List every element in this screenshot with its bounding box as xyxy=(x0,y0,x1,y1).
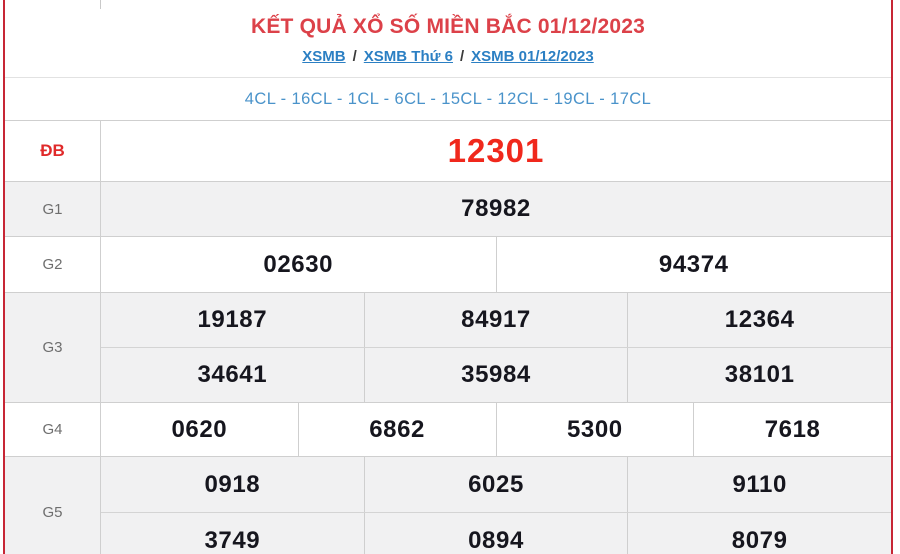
prize-number: 12364 xyxy=(627,293,891,347)
prize-number: 5300 xyxy=(496,403,694,456)
page-title: KẾT QUẢ XỔ SỐ MIỀN BẮC 01/12/2023 xyxy=(250,14,646,38)
prize-number: 35984 xyxy=(364,348,628,402)
prize-number: 7618 xyxy=(693,403,891,456)
prize-row-G5 xyxy=(5,457,891,554)
prize-number: 0620 xyxy=(171,415,228,443)
prize-label: G1 xyxy=(5,182,101,236)
prize-label: G2 xyxy=(5,237,101,292)
prize-number: 12301 xyxy=(447,132,545,169)
results-table xyxy=(5,121,891,554)
prize-number: 0894 xyxy=(364,513,628,554)
prize-number: 84917 xyxy=(364,293,628,347)
breadcrumb-separator: / xyxy=(352,47,357,65)
prize-sub-row xyxy=(101,403,891,456)
right-red-border xyxy=(891,0,893,554)
results-header xyxy=(5,0,891,78)
prize-number: 6862 xyxy=(298,403,496,456)
prize-label: G4 xyxy=(5,403,101,456)
prize-label: G3 xyxy=(5,293,101,402)
prize-label: G5 xyxy=(5,457,101,554)
prize-values xyxy=(101,457,891,554)
breadcrumb-link-xsmb[interactable]: XSMB xyxy=(302,47,346,65)
prize-row-G4 xyxy=(5,403,891,457)
breadcrumb-separator: / xyxy=(459,47,465,65)
prize-number: 0918 xyxy=(204,470,261,498)
prize-number: 02630 xyxy=(263,250,334,278)
prize-values xyxy=(101,237,891,292)
prize-number: 34641 xyxy=(197,361,268,388)
prize-sub-row xyxy=(101,512,891,554)
prize-row-G2 xyxy=(5,237,891,293)
prize-sub-row xyxy=(101,293,891,347)
prize-number: 3749 xyxy=(204,526,261,554)
prize-row-G1 xyxy=(5,182,891,237)
prize-number: 38101 xyxy=(627,348,891,402)
prize-number: 94374 xyxy=(496,237,892,292)
cl-codes-line: 4CL - 16CL - 1CL - 6CL - 15CL - 12CL - 19CL - 17CL xyxy=(5,78,891,121)
breadcrumb xyxy=(302,48,593,65)
prize-sub-row xyxy=(101,237,891,292)
content-area xyxy=(5,0,891,554)
prize-number: 6025 xyxy=(364,457,628,512)
breadcrumb-link-xsmb-date[interactable]: XSMB 01/12/2023 xyxy=(471,47,594,65)
prize-row-G3 xyxy=(5,293,891,403)
prize-number: 8079 xyxy=(627,513,891,554)
prize-row-ĐB xyxy=(5,121,891,182)
prize-values xyxy=(101,403,891,456)
prize-values xyxy=(101,293,891,402)
prize-values xyxy=(101,182,891,236)
left-red-border xyxy=(3,0,5,554)
prize-number: 19187 xyxy=(197,306,268,333)
prize-number: 9110 xyxy=(627,457,891,512)
prize-sub-row xyxy=(101,121,891,181)
prize-label: ĐB xyxy=(5,121,101,181)
breadcrumb-link-xsmb-thu-6[interactable]: XSMB Thứ 6 xyxy=(363,47,453,65)
prize-sub-row xyxy=(101,182,891,236)
prize-values xyxy=(101,121,891,181)
prize-number: 78982 xyxy=(461,195,531,222)
prize-sub-row xyxy=(101,457,891,512)
prize-sub-row xyxy=(101,347,891,402)
